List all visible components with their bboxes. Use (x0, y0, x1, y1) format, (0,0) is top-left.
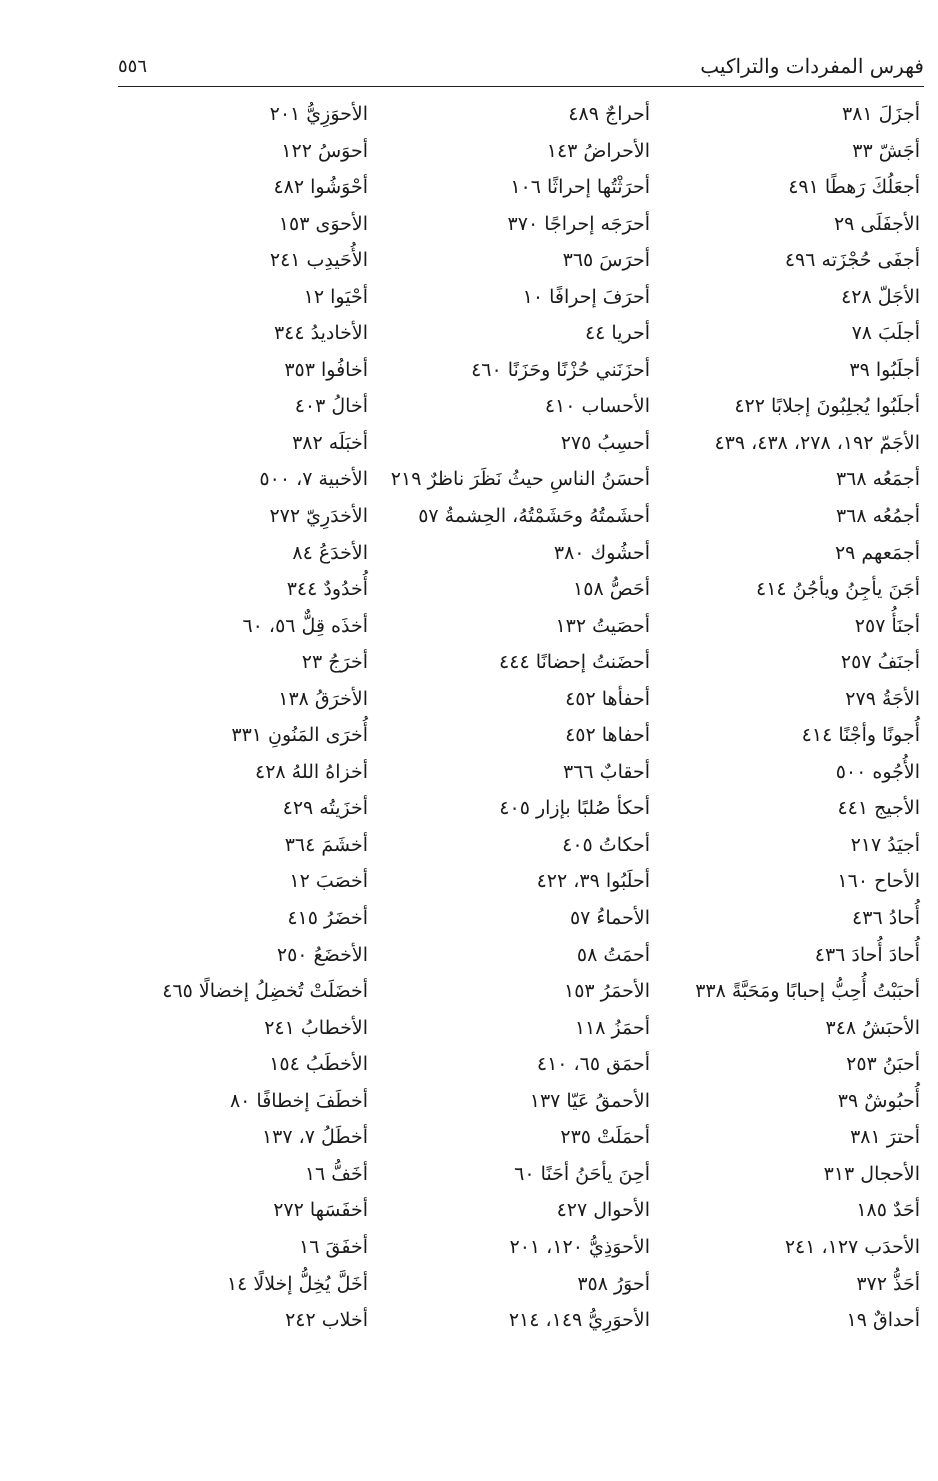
index-entry: أخفَقَ ١٦ (299, 1235, 368, 1258)
index-entry: أحريا ٤٤ (584, 322, 650, 345)
index-entry: أجفَى حُجْزَته ٤٩٦ (784, 249, 920, 272)
index-entry: أحوَسُ ١٢٢ (281, 139, 368, 162)
index-entry: أُجونًا وأجْنًا ٤١٤ (801, 724, 920, 747)
index-entry: أحشُوك ٣٨٠ (553, 541, 650, 564)
index-entry: الأجَلّ ٤٢٨ (841, 285, 920, 308)
index-entry: الأجَمّ ١٩٢، ٢٧٨، ٤٣٨، ٤٣٩ (714, 431, 920, 454)
index-entry: أحرَفَ إحرافًا ١٠ (522, 285, 650, 308)
index-entry: أحرَسَ ٣٦٥ (562, 249, 650, 272)
index-entry: أخطَلُ ٧، ١٣٧ (261, 1126, 368, 1149)
index-entry: أُخدُودٌ ٣٤٤ (286, 578, 368, 601)
index-entry: الأحوَرِيُّ ١٤٩، ٢١٤ (508, 1309, 650, 1332)
page-header (118, 48, 924, 84)
index-entry: الأخرَقُ ١٣٨ (278, 687, 368, 710)
index-entry: الأحماءُ ٥٧ (569, 907, 650, 930)
index-entry: الأحاح ١٦٠ (837, 870, 920, 893)
index-entry: أخطَفَ إخطافًا ٨٠ (229, 1089, 368, 1112)
index-entry: أخرَجُ ٢٣ (301, 651, 368, 674)
index-entry: الأحمَرُ ١٥٣ (564, 980, 650, 1003)
index-entry: الأخدَعُ ٨٤ (292, 541, 368, 564)
index-entry: الأحوَزِيُّ ٢٠١ (269, 103, 368, 125)
index-entry: أجنَأُ ٢٥٧ (854, 614, 920, 637)
index-entry: الأجفَلَى ٢٩ (833, 212, 920, 235)
index-entry: أحمَزُ ١١٨ (574, 1016, 650, 1039)
index-entry: أُحبُوشٌ ٣٩ (837, 1089, 920, 1112)
index-entry: الأحراضُ ١٤٣ (546, 139, 650, 162)
index-entry: أخفَسَها ٢٧٢ (273, 1199, 368, 1222)
index-entry: الأخطَبُ ١٥٤ (269, 1053, 368, 1076)
index-entry: أحسَنُ الناسِ حيثُ نَظَرَ ناظرٌ ٢١٩ (390, 468, 650, 491)
index-columns (108, 96, 920, 1339)
index-entry: أخشَمَ ٣٦٤ (284, 833, 368, 856)
index-entry: الأخطابُ ٢٤١ (264, 1016, 368, 1039)
index-entry: أخزَيتُه ٤٢٩ (282, 797, 368, 820)
index-entry: أخالُ ٤٠٣ (294, 395, 368, 418)
index-entry: أجلَبَ ٧٨ (851, 322, 920, 345)
header-title: فهرس المفردات والتراكيب (700, 54, 924, 78)
index-entry: أحصَيتُ ١٣٢ (555, 614, 650, 637)
index-entry: أجمَعُه ٣٦٨ (835, 468, 920, 491)
index-entry: أجمُعُه ٣٦٨ (835, 505, 920, 528)
index-entry: أحرَثْتُها إحراثًا ١٠٦ (510, 176, 650, 199)
index-entry: أحمَق ٦٥، ٤١٠ (536, 1053, 650, 1076)
index-entry: أجزَلَ ٣٨١ (842, 103, 920, 125)
index-entry: أحَصُّ ١٥٨ (573, 578, 650, 601)
index-entry: أخَفُّ ١٦ (304, 1162, 368, 1185)
index-entry: أخذَه قِلٌّ ٥٦، ٦٠ (242, 614, 368, 637)
index-entry: أخصَبَ ١٢ (289, 870, 368, 893)
index-entry: أحرَجَه إحراجًا ٣٧٠ (507, 212, 650, 235)
index-entry: الأحوال ٤٢٧ (556, 1199, 650, 1222)
page-number: ٥٥٦ (118, 55, 148, 77)
index-entry: أحفاها ٤٥٢ (565, 724, 650, 747)
index-entry: الأحجال ٣١٣ (823, 1162, 920, 1185)
index-entry: أحوَرُ ٣٥٨ (577, 1272, 650, 1295)
index-entry: أحَذُّ ٣٧٢ (856, 1272, 920, 1295)
index-entry: أجيَدُ ٢١٧ (850, 833, 920, 856)
index-entry: أحبَبْتُ أُحِبُّ إحبابًا ومَحَبَّةً ٣٣٨ (695, 980, 920, 1003)
index-entry: الأحمقُ عَيّا ١٣٧ (529, 1089, 650, 1112)
index-entry: أخَلَّ يُخِلُّ إخلالًا ١٤ (226, 1272, 368, 1295)
index-entry: أحكأ صُلبًا بإزار ٤٠٥ (499, 797, 650, 820)
index-entry: أحمَتُ ٥٨ (576, 943, 650, 966)
index-entry: أحِنَ يأحَنُ أحَنًا ٦٠ (514, 1162, 650, 1185)
index-entry: أجَنَ يأجِنُ ويأجُنُ ٤١٤ (756, 578, 920, 601)
header-rule (118, 86, 924, 87)
index-entry: أخضَلَتْ تُخضِلُ إخضالًا ٤٦٥ (162, 980, 368, 1003)
index-entry: أخزاهُ اللهُ ٤٢٨ (255, 760, 368, 783)
index-entry: أجلَبُوا يُجلِبُونَ إجلابًا ٤٢٢ (734, 395, 920, 418)
index-entry: أحشَمتُهُ وحَشَمْتُهُ، الحِشمةُ ٥٧ (418, 505, 650, 528)
index-entry: أخلاب ٢٤٢ (285, 1309, 368, 1332)
index-entry: الأخاديدُ ٣٤٤ (273, 322, 368, 345)
index-entry: الأخدَرِيّ ٢٧٢ (269, 505, 368, 528)
index-entry: الأحساب ٤١٠ (544, 395, 650, 418)
index-entry: أخبَلَه ٣٨٢ (292, 431, 368, 454)
index-entry: الأحبَشُ ٣٤٨ (825, 1016, 920, 1039)
index-entry: الأجيج ٤٤١ (837, 797, 920, 820)
index-entry: أحراجٌ ٤٨٩ (568, 103, 650, 125)
index-entry: أجنَفُ ٢٥٧ (840, 651, 920, 674)
index-entry: أحْيَوا ١٢ (303, 285, 368, 308)
index-entry: أحْوَشُوا ٤٨٢ (273, 176, 368, 199)
index-entry: الأجَةُ ٢٧٩ (845, 687, 920, 710)
index-entry: أحداقٌ ١٩ (846, 1309, 920, 1332)
index-entry: أجمَعهم ٢٩ (834, 541, 920, 564)
index-entry: أُحادُ ٤٣٦ (852, 907, 920, 930)
index-entry: أحسِبُ ٢٧٥ (560, 431, 650, 454)
index-entry: الأُجُوه ٥٠٠ (835, 760, 920, 783)
index-entry: الأحوَى ١٥٣ (278, 212, 368, 235)
index-entry: أحزَنَني حُزْنًا وحَزَنًا ٤٦٠ (471, 358, 650, 381)
index-entry: الأخضَعُ ٢٥٠ (276, 943, 368, 966)
index-column-middle (368, 96, 650, 1339)
index-entry: أجلَبُوا ٣٩ (849, 358, 920, 381)
index-column-right (650, 96, 920, 1339)
index-entry: أحفأها ٤٥٢ (565, 687, 650, 710)
index-entry: أحمَلَتْ ٢٣٥ (560, 1126, 650, 1149)
index-entry: أخضَرُ ٤١٥ (287, 907, 368, 930)
index-entry: أخافُوا ٣٥٣ (284, 358, 368, 381)
index-entry: أحترَ ٣٨١ (850, 1126, 920, 1149)
index-entry: أحقابٌ ٣٦٦ (563, 760, 650, 783)
index-entry: أحلَبُوا ٣٩، ٤٢٢ (536, 870, 650, 893)
index-entry: الأحدَب ١٢٧، ٢٤١ (784, 1235, 920, 1258)
index-column-left (108, 96, 368, 1339)
index-entry: أجعَلُكَ رَهطًا ٤٩١ (788, 176, 920, 199)
index-entry: أُحادَ أُحادَ ٤٣٦ (814, 943, 920, 966)
index-entry: الأخبية ٧، ٥٠٠ (259, 468, 368, 491)
index-entry: أحَدٌ ١٨٥ (856, 1199, 920, 1222)
index-entry: أحبَنُ ٢٥٣ (846, 1053, 920, 1076)
index-entry: الأحوَذِيُّ ١٢٠، ٢٠١ (509, 1235, 650, 1258)
index-entry: أحضَنتُ إحضانًا ٤٤٤ (499, 651, 650, 674)
index-entry: الأُحَيدِب ٢٤١ (269, 249, 368, 272)
index-entry: أحكاتُ ٤٠٥ (562, 833, 650, 856)
index-entry: أجَشّ ٣٣ (852, 139, 920, 162)
index-entry: أُخرَى المَنُونِ ٣٣١ (231, 724, 368, 747)
